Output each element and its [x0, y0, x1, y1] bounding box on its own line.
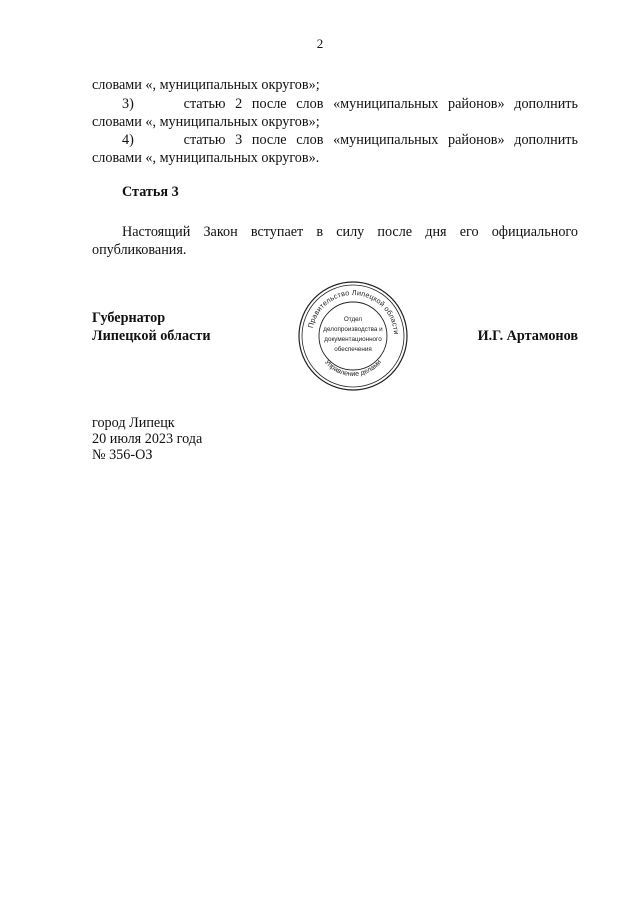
- signatory-title: Губернатор: [92, 310, 166, 326]
- document-number: № 356-ОЗ: [92, 447, 153, 463]
- article-text-tail: опубликования.: [92, 242, 187, 258]
- word: после: [251, 132, 287, 148]
- list-item-3: [92, 95, 578, 113]
- word: официального: [491, 224, 578, 240]
- signatory-name: И.Г. Артамонов: [477, 328, 578, 344]
- word: после: [251, 96, 287, 112]
- list-item-4-tail: словами «, муниципальных округов».: [92, 150, 320, 166]
- document-date: 20 июля 2023 года: [92, 431, 203, 447]
- word: дополнить: [514, 132, 578, 148]
- word: статью: [183, 96, 226, 112]
- word: слов: [296, 132, 324, 148]
- word: вступает: [250, 224, 304, 240]
- word: после: [377, 224, 413, 240]
- seal-center-line: документационного: [324, 336, 382, 343]
- word: дня: [425, 224, 447, 240]
- word: «муниципальных: [333, 96, 439, 112]
- seal-bottom-text: Управление делами: [323, 358, 383, 379]
- list-item-4: [92, 131, 578, 149]
- word: районов»: [448, 96, 505, 112]
- signatory-region: Липецкой области: [92, 328, 211, 344]
- seal-center-line: Отдел: [343, 316, 363, 323]
- word: Настоящий: [122, 224, 191, 240]
- svg-text:Управление делами: [323, 359, 383, 378]
- seal-center-line: обеспечения: [334, 346, 372, 353]
- item-number: 4): [122, 132, 134, 148]
- seal-outer-text: Правительство Липецкой области: [305, 287, 402, 335]
- article-heading: Статья 3: [122, 184, 179, 200]
- article-text: [92, 223, 578, 241]
- word: районов»: [448, 132, 505, 148]
- word: силу: [336, 224, 365, 240]
- word: 3: [235, 132, 243, 148]
- item-number: 3): [122, 96, 134, 112]
- word: статью: [183, 132, 226, 148]
- list-continuation: словами «, муниципальных округов»;: [92, 77, 320, 93]
- official-seal: [297, 280, 409, 392]
- list-item-3-tail: словами «, муниципальных округов»;: [92, 114, 320, 130]
- word: его: [459, 224, 479, 240]
- page-number: 2: [316, 36, 324, 51]
- seal-center-line: делопроизводства и: [323, 326, 383, 333]
- word: 2: [235, 96, 243, 112]
- word: дополнить: [514, 96, 578, 112]
- document-city: город Липецк: [92, 415, 175, 431]
- word: «муниципальных: [333, 132, 439, 148]
- word: слов: [296, 96, 324, 112]
- word: Закон: [203, 224, 238, 240]
- word: в: [316, 224, 324, 240]
